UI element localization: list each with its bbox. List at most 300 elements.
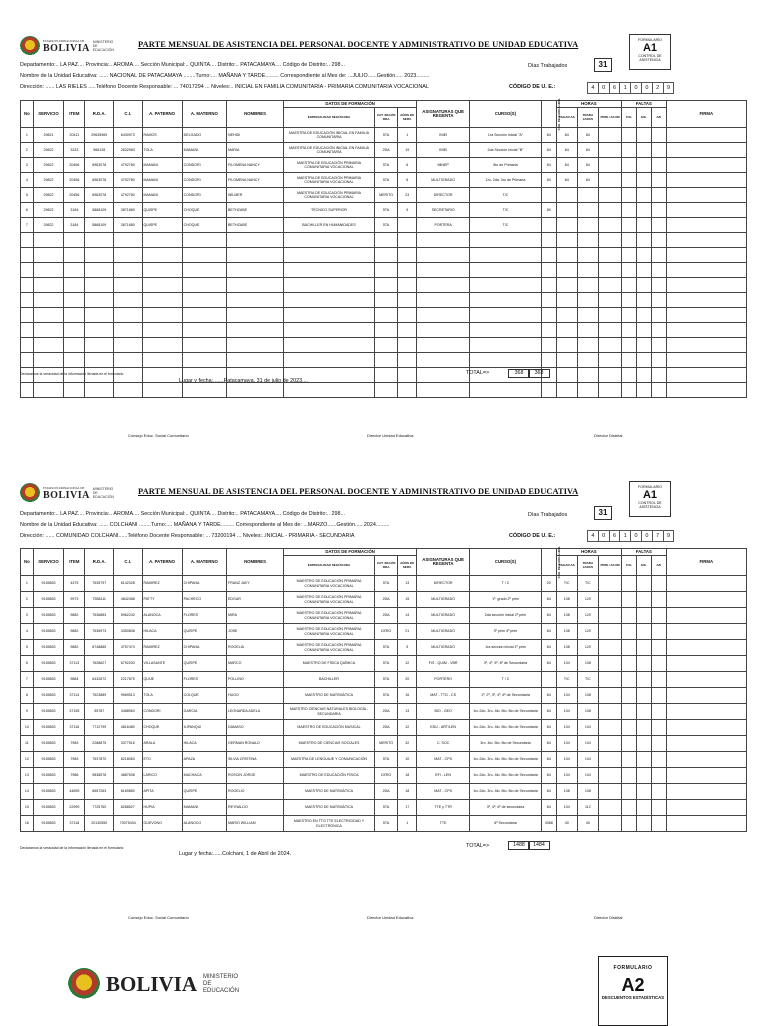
- table-cell: 17: [398, 800, 417, 816]
- table-cell: 104: [556, 704, 577, 720]
- empty-cell: [622, 353, 637, 368]
- footnote: Declaramos la veracidad de la información llenada en el formulario: [20, 372, 124, 376]
- table-cell: 7: [21, 218, 34, 233]
- empty-cell: [64, 278, 85, 293]
- table-cell: ALANOCO: [182, 816, 226, 832]
- empty-cell: [598, 278, 621, 293]
- empty-cell: [541, 263, 556, 278]
- empty-cell: [598, 233, 621, 248]
- empty-cell: [622, 816, 637, 832]
- table-cell: 7725760: [85, 800, 114, 816]
- table-cell: 5TA: [374, 128, 397, 143]
- empty-cell: [577, 248, 598, 263]
- empty-cell: [666, 816, 746, 832]
- empty-cell: [21, 383, 34, 398]
- table-cell: ILIPANQUI: [182, 720, 226, 736]
- table-cell: 6: [21, 656, 34, 672]
- table-cell: MAESTRO DE MATEMÁTICA: [284, 800, 375, 816]
- table-cell: 3333: [64, 143, 85, 158]
- empty-cell: [227, 308, 284, 323]
- empty-cell: [33, 293, 64, 308]
- empty-cell: [651, 188, 666, 203]
- table-body: [21, 576, 747, 832]
- table-cell: 84: [541, 752, 556, 768]
- empty-cell: [651, 368, 666, 383]
- empty-cell: [636, 293, 651, 308]
- empty-cell: [398, 353, 417, 368]
- code-label: CÓDIGO DE U. E.:: [509, 84, 556, 90]
- table-cell: 32: [398, 736, 417, 752]
- table-cell: EFI - LEN: [417, 768, 470, 784]
- table-cell: T/C: [577, 576, 598, 592]
- table-cell: MAESTRO DE EDUCACIÓN PRIMARIA COMUNITARIA VOCACIONAL: [284, 624, 375, 640]
- total-hours-a: 1488: [508, 841, 530, 850]
- table-cell: 9135653: [33, 592, 64, 608]
- table-cell: MAESTRO DE EDUCACIÓN PRIMARIA COMUNITARIA VOCACIONAL: [284, 608, 375, 624]
- table-cell: 20: [398, 672, 417, 688]
- empty-cell: [666, 263, 746, 278]
- empty-cell: [651, 704, 666, 720]
- empty-cell: [636, 736, 651, 752]
- code-digit: 1: [619, 530, 631, 542]
- empty-cell: [622, 128, 637, 143]
- empty-cell: [284, 338, 375, 353]
- empty-cell: [651, 576, 666, 592]
- table-row: [21, 218, 747, 233]
- table-row: [21, 576, 747, 592]
- table-cell: RAMOS: [142, 128, 182, 143]
- empty-cell: [651, 263, 666, 278]
- table-cell: 1: [398, 816, 417, 832]
- empty-cell: [541, 308, 556, 323]
- table-cell: TTE y TTR: [417, 800, 470, 816]
- table-cell: 2DA: [374, 143, 397, 158]
- empty-cell: [374, 293, 397, 308]
- table-cell: 12: [21, 752, 34, 768]
- empty-cell: [666, 784, 746, 800]
- table-cell: 4: [21, 173, 34, 188]
- empty-cell: [374, 248, 397, 263]
- empty-cell: [598, 158, 621, 173]
- header-line-3: Dirección: ...... LAS RIELES .....Teléfono Docente Responsable: ... 74017294 ... Niveles:.. INICIAL EN FAMILIA COMUNITARIA - PRIMARIA COMUNITARIA VOCACIONAL: [20, 84, 429, 90]
- empty-cell: [33, 338, 64, 353]
- table-cell: MAESTRA DE EDUCACIÓN INICIAL EN FAMILIA COMUNITARIA: [284, 143, 375, 158]
- empty-cell: [374, 278, 397, 293]
- empty-cell: [651, 688, 666, 704]
- empty-cell: [666, 688, 746, 704]
- code-digit: 0: [630, 82, 642, 94]
- table-cell: 84: [541, 736, 556, 752]
- table-cell: 84: [541, 800, 556, 816]
- empty-cell: [284, 293, 375, 308]
- empty-cell: [636, 353, 651, 368]
- table-cell: 40: [577, 816, 598, 832]
- empty-cell: [33, 308, 64, 323]
- empty-cell: [417, 323, 470, 338]
- empty-cell: [417, 308, 470, 323]
- empty-row: [21, 263, 747, 278]
- table-cell: 84: [577, 173, 598, 188]
- table-cell: NEHIDI: [227, 128, 284, 143]
- empty-cell: [227, 263, 284, 278]
- empty-cell: [417, 233, 470, 248]
- table-cell: 1ra seccion inicial 1º prim: [470, 640, 542, 656]
- empty-cell: [541, 338, 556, 353]
- table-cell: 4757474: [113, 640, 142, 656]
- table-cell: 9135653: [33, 640, 64, 656]
- table-cell: 1º. grado 2º prim: [470, 592, 542, 608]
- empty-cell: [651, 624, 666, 640]
- table-cell: MULTIGRADO: [417, 592, 470, 608]
- empty-cell: [622, 323, 637, 338]
- days-value: 31: [594, 506, 612, 520]
- empty-cell: [598, 293, 621, 308]
- table-cell: 14: [398, 608, 417, 624]
- table-cell: 5: [21, 640, 34, 656]
- table-cell: 1ro. 2da. 3ro de Primaria: [470, 173, 542, 188]
- table-row: [21, 720, 747, 736]
- table-cell: 29635969: [85, 128, 114, 143]
- table-cell: 22999: [64, 800, 85, 816]
- empty-cell: [636, 720, 651, 736]
- empty-cell: [577, 323, 598, 338]
- coat-of-arms-icon: [20, 483, 40, 503]
- table-cell: 5TA: [374, 656, 397, 672]
- empty-cell: [398, 323, 417, 338]
- empty-cell: [598, 688, 621, 704]
- table-cell: QUISPE: [142, 218, 182, 233]
- table-cell: 9838578: [85, 768, 114, 784]
- table-cell: 566128: [85, 143, 114, 158]
- table-cell: 104: [556, 800, 577, 816]
- table-cell: ROGELIA: [227, 640, 284, 656]
- signature-director: Director Unidad Educativa: [367, 433, 414, 438]
- empty-cell: [556, 308, 577, 323]
- empty-row: [21, 368, 747, 383]
- empty-cell: [598, 308, 621, 323]
- empty-cell: [636, 688, 651, 704]
- empty-cell: [636, 576, 651, 592]
- empty-cell: [598, 768, 621, 784]
- empty-cell: [577, 278, 598, 293]
- table-cell: 120: [577, 592, 598, 608]
- table-cell: 9135653: [33, 752, 64, 768]
- table-cell: GARCIA: [182, 704, 226, 720]
- empty-cell: [651, 338, 666, 353]
- logo: ESTADO PLURINACIONAL DE BOLIVIA MINISTERIO DE EDUCACIÓN: [20, 483, 117, 503]
- empty-cell: [182, 233, 226, 248]
- table-cell: 3871680: [113, 203, 142, 218]
- empty-cell: [651, 233, 666, 248]
- table-cell: 11: [21, 736, 34, 752]
- signature-director: Director Unidad Educativa: [367, 915, 414, 920]
- table-cell: 108: [556, 608, 577, 624]
- table-cell: ALANOCA: [142, 608, 182, 624]
- empty-cell: [622, 188, 637, 203]
- table-cell: 5868109: [85, 203, 114, 218]
- empty-cell: [470, 263, 542, 278]
- empty-cell: [651, 736, 666, 752]
- table-cell: 3: [21, 608, 34, 624]
- empty-cell: [636, 128, 651, 143]
- table-cell: CONDORI: [182, 188, 226, 203]
- table-cell: [556, 218, 577, 233]
- header-line-2: Nombre de la Unidad Educativa: ...... COLCHANI ........Turno:.... MAÑANA Y TARDE......... Correspondiente al Mes de: ...MARZO......Gestión..... 2024.........: [20, 522, 390, 528]
- table-row: [21, 816, 747, 832]
- empty-cell: [636, 218, 651, 233]
- empty-cell: [636, 752, 651, 768]
- empty-cell: [666, 278, 746, 293]
- table-cell: 84: [541, 592, 556, 608]
- table-cell: MAESTRA DE EDUCACIÓN PRIMARIA COMUNITARIA VOCACIONAL: [284, 158, 375, 173]
- table-cell: ROSCIN JORGE: [227, 768, 284, 784]
- empty-cell: [182, 293, 226, 308]
- empty-cell: [636, 203, 651, 218]
- empty-cell: [666, 188, 746, 203]
- empty-cell: [622, 768, 637, 784]
- table-cell: 29822: [33, 173, 64, 188]
- empty-cell: [182, 338, 226, 353]
- table-cell: MAESTRO DE MATEMÁTICA: [284, 688, 375, 704]
- table-cell: DELGADO: [182, 128, 226, 143]
- empty-cell: [374, 308, 397, 323]
- table-cell: 18: [398, 768, 417, 784]
- empty-cell: [417, 293, 470, 308]
- empty-cell: [33, 353, 64, 368]
- empty-cell: [556, 323, 577, 338]
- empty-cell: [651, 278, 666, 293]
- empty-cell: [651, 323, 666, 338]
- empty-cell: [227, 278, 284, 293]
- table-cell: 7536973: [85, 624, 114, 640]
- empty-cell: [21, 338, 34, 353]
- empty-cell: [666, 656, 746, 672]
- empty-cell: [622, 218, 637, 233]
- empty-row: [21, 248, 747, 263]
- table-cell: 84: [577, 128, 598, 143]
- table-cell: 1ro 2do. 3ro. 4to. 5to. 6to de Secundaria: [470, 784, 542, 800]
- table-cell: 108: [556, 640, 577, 656]
- empty-cell: [556, 248, 577, 263]
- empty-cell: [636, 143, 651, 158]
- table-cell: 29822: [33, 218, 64, 233]
- table-cell: HUPIA: [142, 800, 182, 816]
- table-cell: 9135653: [33, 704, 64, 720]
- table-cell: 1ra Sección Inicial "A": [470, 128, 542, 143]
- empty-cell: [622, 656, 637, 672]
- empty-row: [21, 278, 747, 293]
- table-cell: MAESTRA DE EDUCACIÓN INICIAL EN FAMILIA COMUNITARIA: [284, 128, 375, 143]
- empty-cell: [417, 353, 470, 368]
- empty-cell: [622, 278, 637, 293]
- empty-cell: [636, 656, 651, 672]
- table-cell: 5to de Primaria: [470, 158, 542, 173]
- table-cell: POLLINO: [227, 672, 284, 688]
- empty-cell: [636, 233, 651, 248]
- empty-cell: [374, 383, 397, 398]
- empty-cell: [113, 278, 142, 293]
- table-cell: BIO - GEO: [417, 704, 470, 720]
- empty-cell: [85, 278, 114, 293]
- empty-cell: [666, 608, 746, 624]
- code-digit: 4: [587, 530, 599, 542]
- table-cell: 6: [398, 173, 417, 188]
- table-cell: 8: [21, 688, 34, 704]
- empty-cell: [21, 233, 34, 248]
- empty-cell: [651, 158, 666, 173]
- table-cell: CERO: [374, 624, 397, 640]
- empty-cell: [636, 158, 651, 173]
- table-cell: C. SOC: [417, 736, 470, 752]
- table-cell: 2DA: [374, 784, 397, 800]
- table-cell: 4368: [541, 816, 556, 832]
- empty-cell: [651, 816, 666, 832]
- table-cell: 6430973: [113, 128, 142, 143]
- table-cell: 7535797: [85, 576, 114, 592]
- table-cell: 7: [21, 672, 34, 688]
- table-cell: 4: [21, 624, 34, 640]
- table-cell: 6963078: [85, 188, 114, 203]
- empty-cell: [622, 720, 637, 736]
- table-cell: ROGELIO: [227, 784, 284, 800]
- empty-cell: [598, 188, 621, 203]
- table-cell: 7558111: [85, 592, 114, 608]
- table-cell: 112: [577, 800, 598, 816]
- empty-cell: [622, 203, 637, 218]
- table-cell: 6º Secundaria: [470, 816, 542, 832]
- empty-cell: [651, 592, 666, 608]
- empty-cell: [651, 218, 666, 233]
- empty-cell: [598, 816, 621, 832]
- table-cell: CHIPANA: [182, 576, 226, 592]
- table-cell: 7523889: [85, 688, 114, 704]
- empty-cell: [636, 624, 651, 640]
- empty-cell: [622, 383, 637, 398]
- code-digit: 0: [641, 82, 653, 94]
- table-cell: 5TA: [374, 173, 397, 188]
- empty-cell: [666, 353, 746, 368]
- empty-cell: [622, 592, 637, 608]
- table-cell: MARIO WILLIAM: [227, 816, 284, 832]
- table-cell: 84: [541, 608, 556, 624]
- table-cell: MAESTRA DE LENGUAJE Y COMUNICACIÓN: [284, 752, 375, 768]
- table-cell: 9973: [64, 592, 85, 608]
- empty-cell: [284, 248, 375, 263]
- table-cell: 3377516: [113, 736, 142, 752]
- empty-cell: [113, 293, 142, 308]
- table-row: [21, 592, 747, 608]
- form-title: PARTE MENSUAL DE ASISTENCIA DEL PERSONAL DOCENTE Y ADMINISTRATIVO DE UNIDAD EDUCATIVA: [138, 487, 579, 496]
- table-row: [21, 768, 747, 784]
- table-row: [21, 736, 747, 752]
- table-cell: 4842458: [113, 592, 142, 608]
- table-cell: FLORES: [182, 608, 226, 624]
- table-cell: [541, 672, 556, 688]
- table-cell: 9969513: [113, 688, 142, 704]
- empty-cell: [541, 383, 556, 398]
- table-cell: 9882: [64, 624, 85, 640]
- table-cell: T/C: [556, 576, 577, 592]
- empty-cell: [182, 308, 226, 323]
- empty-cell: [666, 640, 746, 656]
- empty-cell: [651, 353, 666, 368]
- empty-cell: [33, 323, 64, 338]
- table-cell: ARALA: [142, 736, 182, 752]
- table-cell: 5TA: [374, 640, 397, 656]
- table-cell: BACHILLER: [284, 672, 375, 688]
- empty-cell: [113, 323, 142, 338]
- empty-cell: [227, 248, 284, 263]
- table-cell: EDGAR: [227, 592, 284, 608]
- table-cell: HILACA: [142, 624, 182, 640]
- table-cell: FILOMENA NANCY: [227, 158, 284, 173]
- header-line-1: Departamento:.. LA PAZ.... Provincia:.. AROMA.... Sección Municipal:.. QUINTA.... Distrito:.. PATACAMAYA.... Código de Distrito:.. 298...: [20, 62, 345, 68]
- table-cell: 108: [577, 688, 598, 704]
- empty-cell: [598, 353, 621, 368]
- table-cell: 84: [541, 640, 556, 656]
- table-cell: 10: [398, 752, 417, 768]
- total-label: TOTAL=>: [466, 370, 490, 376]
- table-cell: 21: [398, 624, 417, 640]
- table-cell: 84: [577, 158, 598, 173]
- empty-cell: [398, 383, 417, 398]
- empty-cell: [598, 752, 621, 768]
- empty-cell: [142, 233, 182, 248]
- empty-cell: [666, 368, 746, 383]
- code-digit: 4: [587, 82, 599, 94]
- table-cell: [577, 218, 598, 233]
- empty-cell: [284, 353, 375, 368]
- empty-cell: [470, 233, 542, 248]
- empty-cell: [598, 672, 621, 688]
- empty-cell: [182, 323, 226, 338]
- table-body: [21, 128, 747, 398]
- empty-cell: [113, 248, 142, 263]
- total-hours-a: 368: [508, 369, 530, 378]
- table-cell: 4792780: [113, 158, 142, 173]
- table-cell: MAESTRO DE EDUCACIÓN MUSICAL: [284, 720, 375, 736]
- table-cell: 6963078: [85, 158, 114, 173]
- table-cell: 108: [556, 784, 577, 800]
- table-cell: 2: [21, 592, 34, 608]
- table-cell: MAMANI: [182, 800, 226, 816]
- empty-cell: [598, 338, 621, 353]
- table-row: [21, 203, 747, 218]
- table-cell: 9135653: [33, 800, 64, 816]
- code-digits: [588, 530, 674, 542]
- code-digit: 9: [663, 530, 675, 542]
- table-cell: 84: [541, 704, 556, 720]
- empty-cell: [227, 293, 284, 308]
- table-cell: 9882: [64, 640, 85, 656]
- empty-cell: [651, 308, 666, 323]
- table-cell: MAESTRO DE EDUCACIÓN PRIMARIA COMUNITARIA VOCACIONAL: [284, 576, 375, 592]
- empty-cell: [577, 338, 598, 353]
- table-cell: COLQUE: [182, 688, 226, 704]
- table-cell: 7536883: [85, 608, 114, 624]
- empty-cell: [636, 188, 651, 203]
- empty-cell: [142, 338, 182, 353]
- empty-cell: [85, 233, 114, 248]
- table-cell: 1: [398, 128, 417, 143]
- table-cell: 104: [577, 768, 598, 784]
- empty-cell: [398, 338, 417, 353]
- empty-cell: [636, 640, 651, 656]
- empty-cell: [284, 383, 375, 398]
- empty-cell: [470, 353, 542, 368]
- empty-cell: [666, 752, 746, 768]
- empty-cell: [666, 128, 746, 143]
